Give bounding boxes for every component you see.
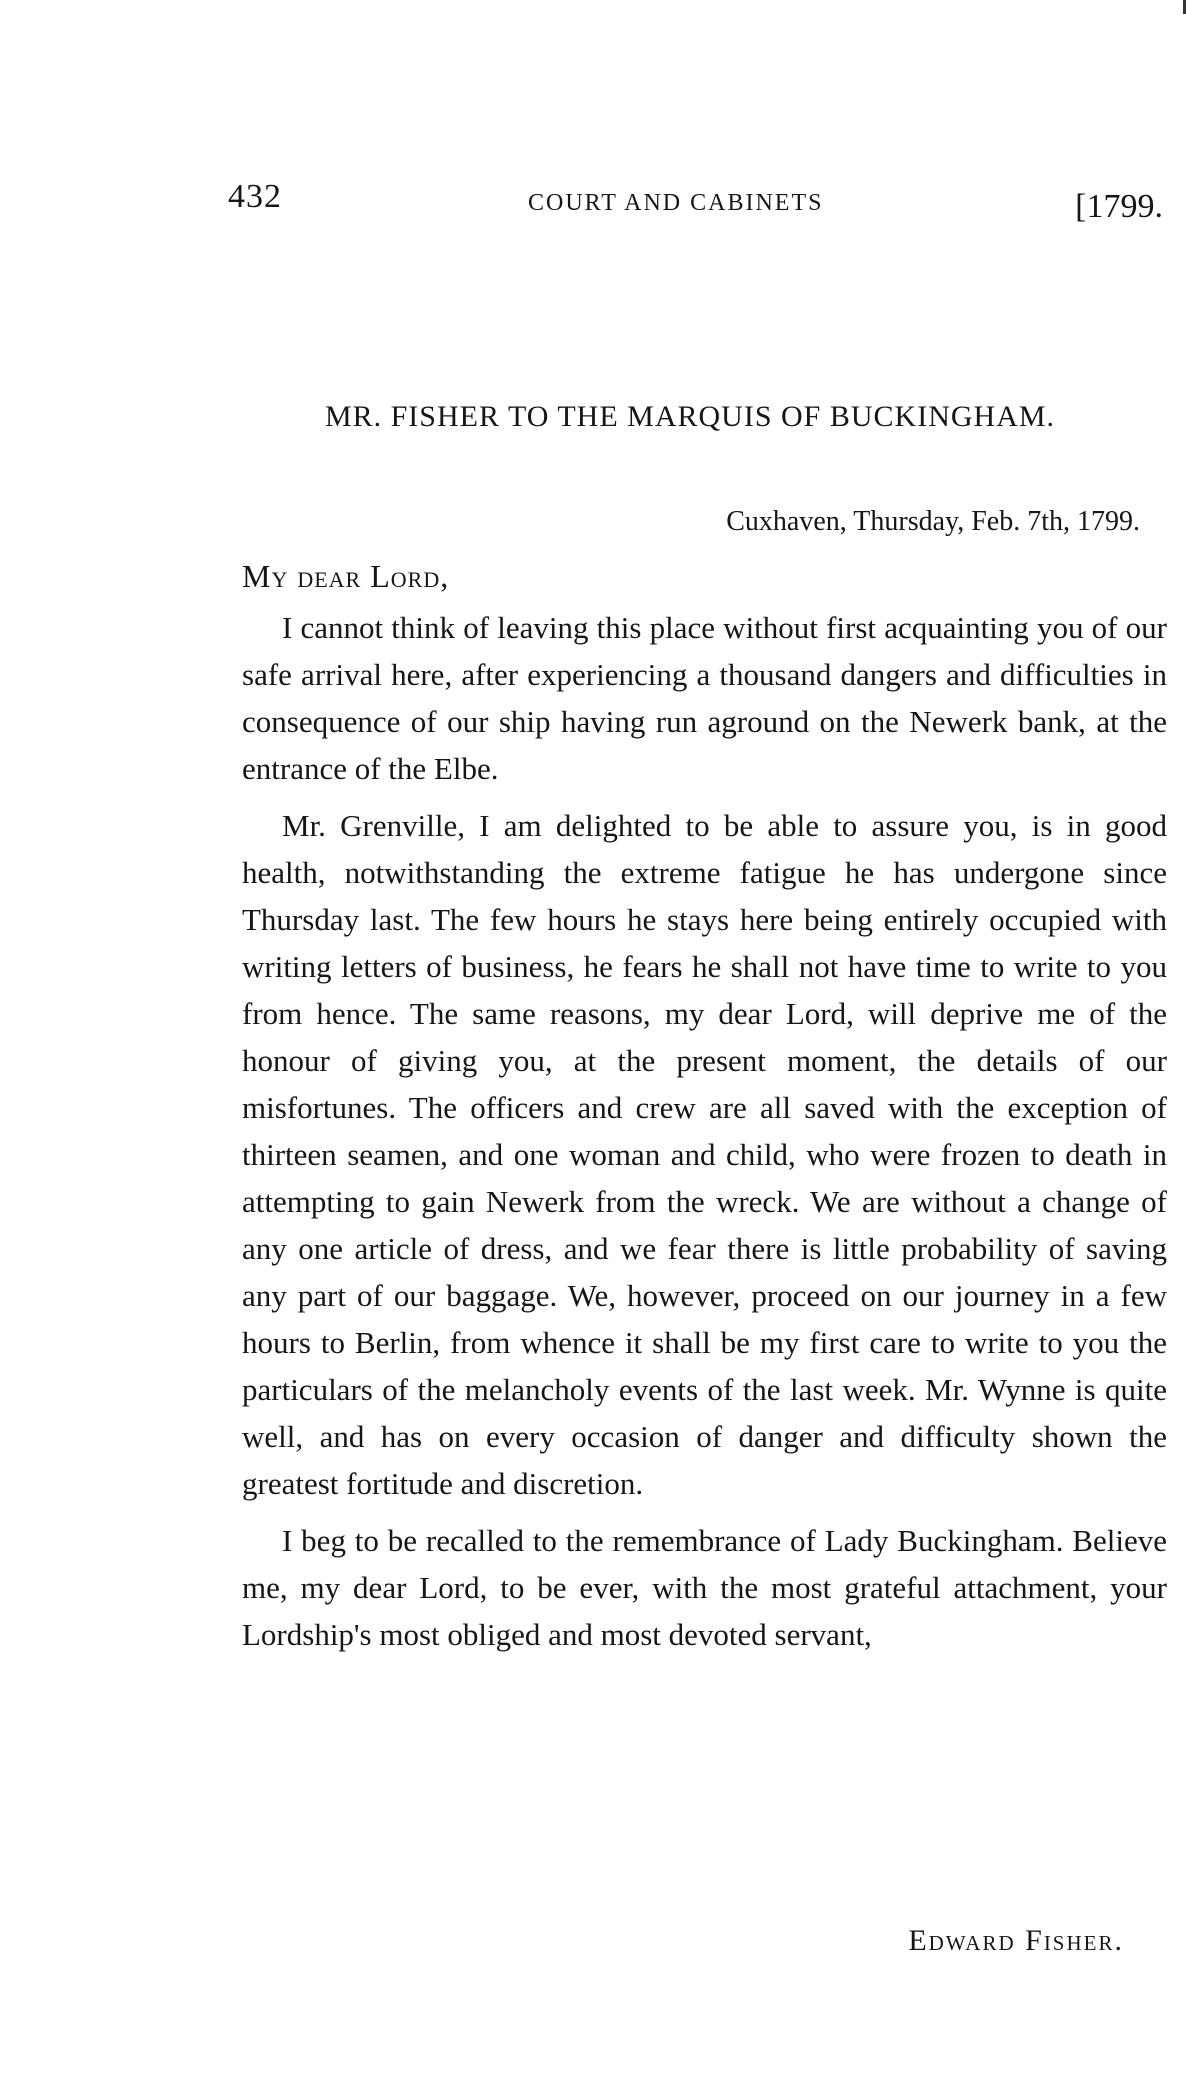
page-number: 432 [228, 178, 282, 215]
letter-signature: Edward Fisher. [908, 1924, 1124, 1957]
running-head [228, 178, 1163, 238]
paragraph-closing: I beg to be recalled to the remembrance of Lady Buckingham. Believe me, my dear Lord, to be ever, with the most grateful attachment, your Lordship's most obliged and most devoted servant, [242, 1523, 1167, 1652]
running-title: COURT AND CABINETS [528, 190, 824, 216]
letter-heading: MR. FISHER TO THE MARQUIS OF BUCKINGHAM. [324, 400, 1056, 433]
letter-salutation: My dear Lord, [242, 558, 450, 594]
paragraph-grenville: Mr. Grenville, I am delighted to be able to assure you, is in good health, notwithstanding the extreme fatigue he has undergone since Thursday last. The few hours he stays here being entirely occupied with writing letters of business, he fears he shall not have time to write to you from hence. The same reasons, my dear Lord, will deprive me of the honour of giving you, at the present moment, the details of our misfortunes. The officers and crew are all saved with the exception of thirteen seamen, and one woman and child, who were frozen to death in attempting to gain Newerk from the wreck. We are without a change of any one article of dress, and we fear there is little probability of saving any part of our baggage. We, however, proceed on our journey in a few hours to Berlin, from whence it shall be my first care to write to you the particulars of the melancholy events of the last week. Mr. Wynne is quite well, and has on every occasion of danger and difficulty shown the greatest fortitude and discretion. [242, 808, 1167, 1501]
paragraph-arrival: I cannot think of leaving this place without first acquainting you of our safe arrival here, after experiencing a thousand dangers and difficulties in consequence of our ship having run aground on the Newerk bank, at the entrance of the Elbe. [242, 610, 1167, 786]
letter-body [242, 604, 1167, 1668]
running-year: [1799. [1075, 188, 1163, 225]
letter-dateline: Cuxhaven, Thursday, Feb. 7th, 1799. [726, 506, 1140, 537]
